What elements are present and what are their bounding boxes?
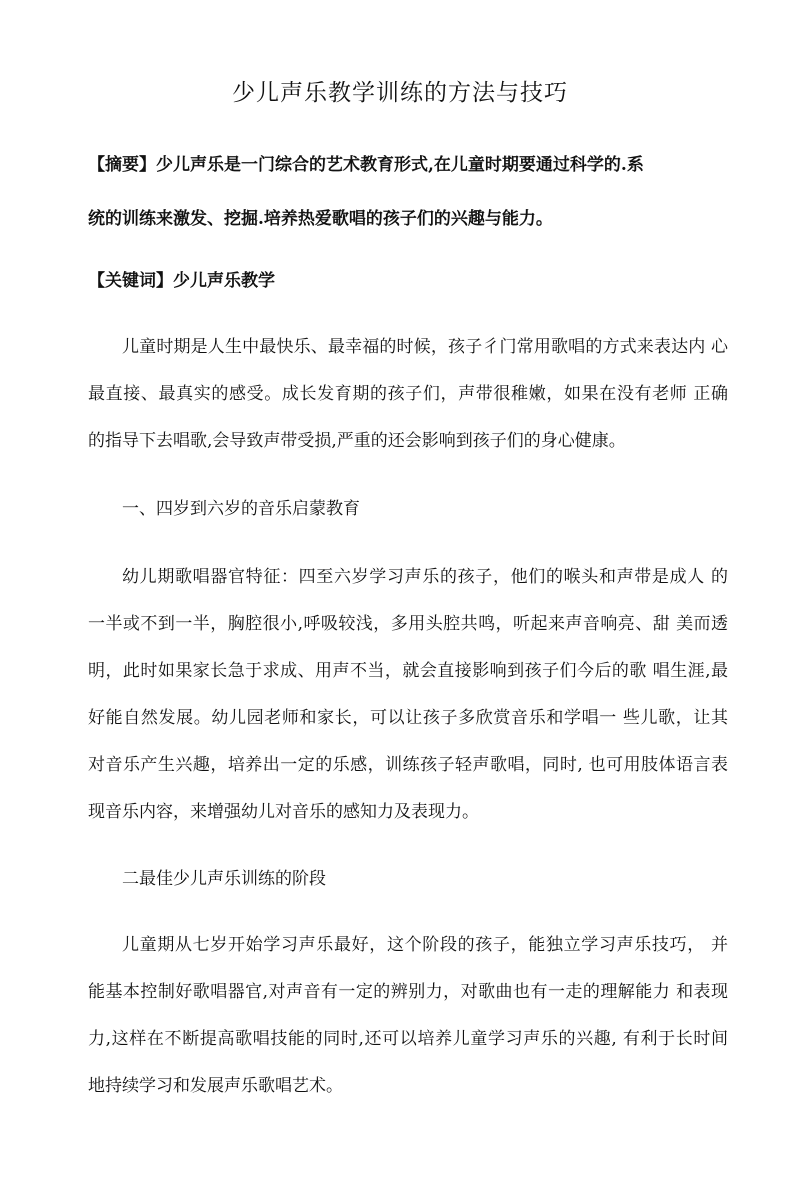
paragraph-line: 现音乐内容，来增强幼儿对音乐的感知力及表现力。 [88,802,479,822]
document-title: 少儿声乐教学训练的方法与技巧 [232,80,568,106]
section-heading-1: 一、四岁到六岁的音乐启蒙教育 [122,499,360,519]
intro-paragraph [88,334,728,475]
paragraph-line: 力,这样在不断提高歌唱技能的同时,还可以培养儿童学习声乐的兴趣, 有利于长时间 [88,1029,728,1049]
paragraph-line: 儿童时期是人生中最快乐、最幸福的时候，孩子彳门常用歌唱的方式来表达内 心 [122,337,728,357]
abstract-line-1: 【摘要】少儿声乐是一门综合的艺术教育形式,在儿童时期要通过科学的.系 [88,155,644,175]
paragraph-line: 的指导下去唱歌,会导致声带受损,严重的还会影响到孩子们的身心健康。 [88,431,626,451]
paragraph-line: 幼儿期歌唱器官特征：四至六岁学习声乐的孩子，他们的喉头和声带是成人 的 [122,567,728,587]
paragraph-line: 明，此时如果家长急于求成、用声不当，就会直接影响到孩子们今后的歌 唱生涯,最 [88,661,728,681]
section2-paragraph [88,932,728,1120]
paragraph-line: 儿童期从七岁开始学习声乐最好，这个阶段的孩子，能独立学习声乐技巧， 并 [122,935,728,955]
paragraph-line: 能基本控制好歌唱器官,对声音有一定的辨别力，对歌曲也有一走的理解能力 和表现 [88,982,728,1002]
section-heading-2: 二最佳少儿声乐训练的阶段 [122,869,326,889]
paragraph-line: 一半或不到一半，胸腔很小,呼吸较浅，多用头腔共鸣，听起来声音响亮、甜 美而透 [88,614,728,634]
paragraph-line: 地持续学习和发展声乐歌唱艺术。 [88,1076,343,1096]
paragraph-line: 最直接、最真实的感受。成长发育期的孩子们，声带很稚嫩，如果在没有老师 正确 [88,384,728,404]
paragraph-line: 对音乐产生兴趣，培养出一定的乐感，训练孩子轻声歌唱，同时, 也可用肢体语言表 [88,755,728,775]
section1-paragraph [88,564,728,846]
keywords: 【关键词】少儿声乐教学 [88,271,275,291]
abstract-line-2: 统的训练来激发、挖掘.培养热爱歌唱的孩子们的兴趣与能力。 [88,209,553,229]
paragraph-line: 好能自然发展。幼儿园老师和家长，可以让孩子多欣赏音乐和学唱一 些儿歌，让其 [88,708,728,728]
